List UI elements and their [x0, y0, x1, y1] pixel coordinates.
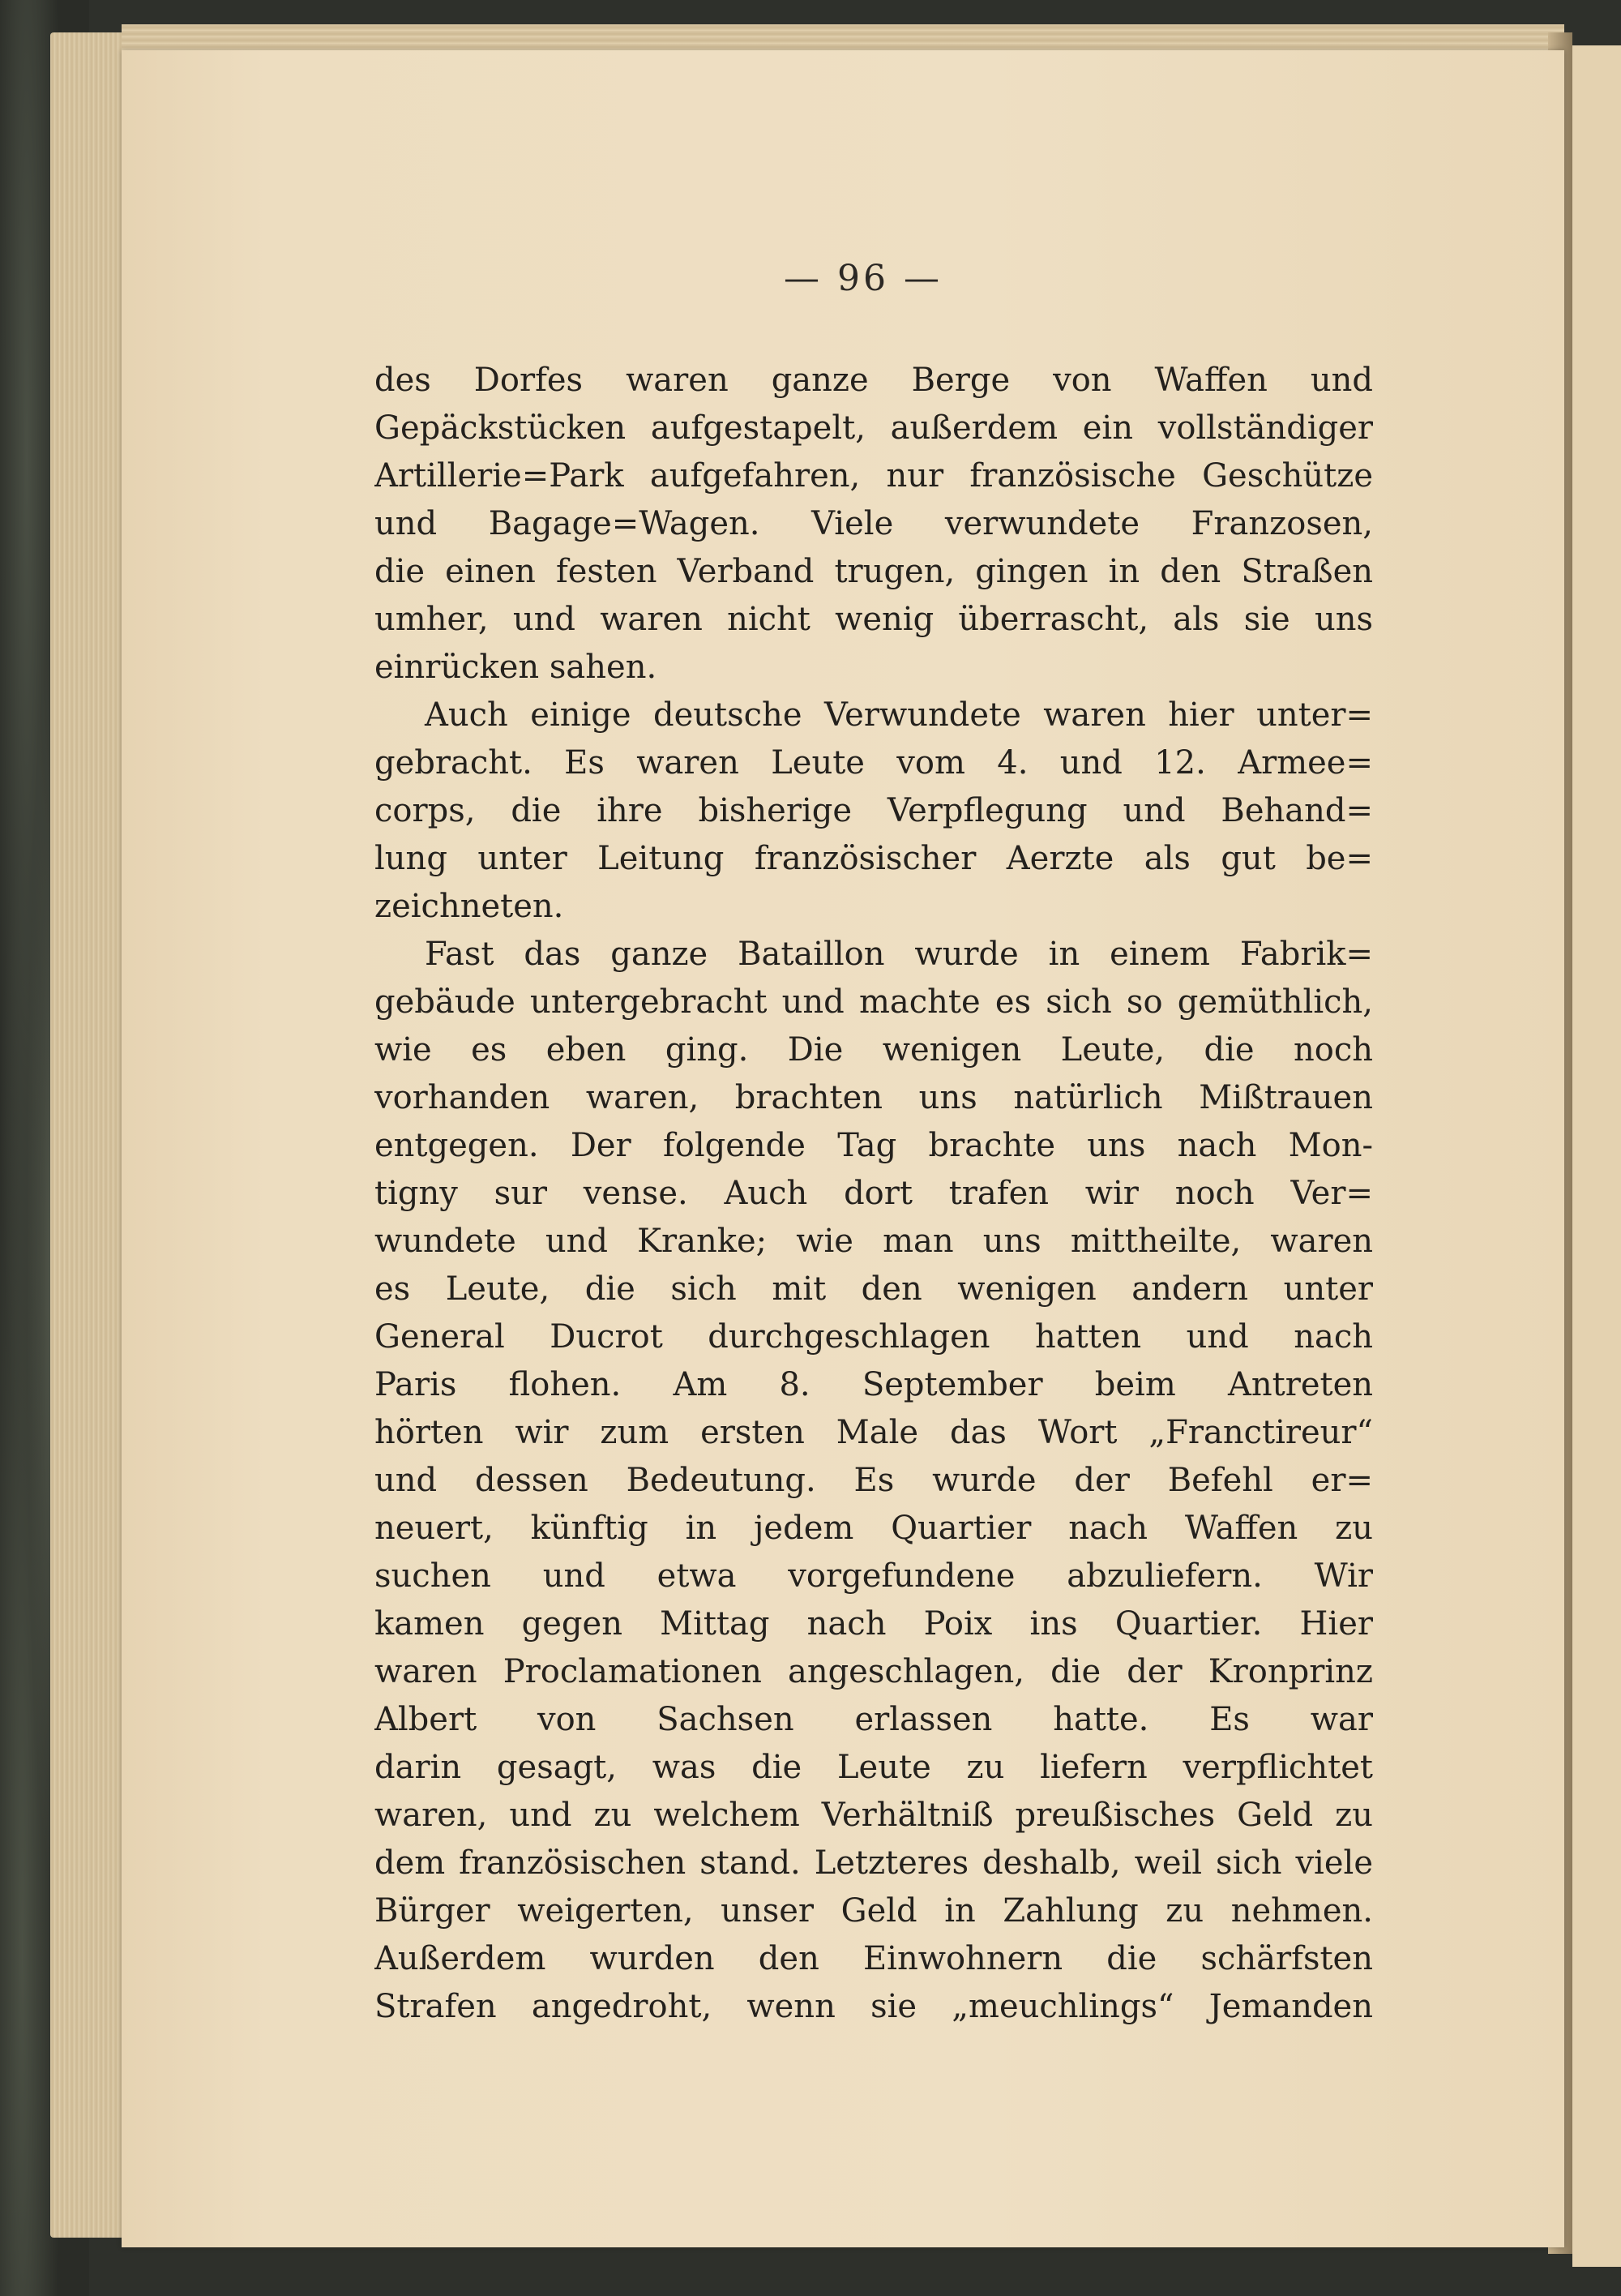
- text-line: entgegen. Der folgende Tag brachte uns nach Mon-: [374, 1127, 1373, 1164]
- text-line: und dessen Bedeutung. Es wurde der Befehl er=: [374, 1462, 1373, 1499]
- text-line: Artillerie=Park aufgefahren, nur französische Geschütze: [374, 457, 1373, 495]
- text-line: tigny sur vense. Auch dort trafen wir noch Ver=: [374, 1175, 1373, 1212]
- text-line: Strafen angedroht, wenn sie „meuchlings“ Jemanden: [374, 1988, 1373, 2025]
- text-line: corps, die ihre bisherige Verpflegung und Behand=: [374, 792, 1373, 829]
- text-line: General Ducrot durchgeschlagen hatten und nach: [374, 1318, 1373, 1356]
- text-line: Bürger weigerten, unser Geld in Zahlung zu nehmen.: [374, 1892, 1373, 1930]
- text-line: Albert von Sachsen erlassen hatte. Es war: [374, 1701, 1373, 1738]
- text-line: waren, und zu welchem Verhältniß preußisches Geld zu: [374, 1797, 1373, 1834]
- text-line: kamen gegen Mittag nach Poix ins Quartier. Hier: [374, 1605, 1373, 1643]
- text-line: umher, und waren nicht wenig überrascht, als sie uns: [374, 601, 1373, 638]
- text-line: Fast das ganze Bataillon wurde in einem Fabrik=: [425, 936, 1373, 973]
- text-line: darin gesagt, was die Leute zu liefern verpflichtet: [374, 1749, 1373, 1786]
- text-line: wundete und Kranke; wie man uns mittheilte, waren: [374, 1223, 1373, 1260]
- text-line: des Dorfes waren ganze Berge von Waffen und: [374, 362, 1373, 399]
- text-line: und Bagage=Wagen. Viele verwundete Franzosen,: [374, 505, 1373, 542]
- page-body-text: [374, 357, 1373, 2031]
- text-line: Paris flohen. Am 8. September beim Antreten: [374, 1366, 1373, 1403]
- text-line: lung unter Leitung französischer Aerzte als gut be=: [374, 840, 1373, 877]
- facing-page: [1572, 45, 1621, 2267]
- text-line: wie es eben ging. Die wenigen Leute, die noch: [374, 1031, 1373, 1069]
- text-line: gebracht. Es waren Leute vom 4. und 12. Armee=: [374, 744, 1373, 782]
- text-line: hörten wir zum ersten Male das Wort „Franctireur“: [374, 1414, 1373, 1451]
- text-line: waren Proclamationen angeschlagen, die der Kronprinz: [374, 1653, 1373, 1690]
- text-line: Außerdem wurden den Einwohnern die schärfsten: [374, 1940, 1373, 1977]
- text-line: Auch einige deutsche Verwundete waren hier unter=: [425, 696, 1373, 734]
- text-line: einrücken sahen.: [374, 649, 657, 686]
- text-line: Gepäckstücken aufgestapelt, außerdem ein vollständiger: [374, 409, 1373, 447]
- text-line: gebäude untergebracht und machte es sich so gemüthlich,: [374, 983, 1373, 1021]
- text-line: dem französischen stand. Letzteres deshalb, weil sich viele: [374, 1844, 1373, 1882]
- page-top-edges: [122, 24, 1564, 50]
- text-line: suchen und etwa vorgefundene abzuliefern. Wir: [374, 1557, 1373, 1595]
- text-line: zeichneten.: [374, 888, 564, 925]
- text-line: neuert, künftig in jedem Quartier nach Waffen zu: [374, 1510, 1373, 1547]
- text-line: die einen festen Verband trugen, gingen in den Straßen: [374, 553, 1373, 590]
- text-line: es Leute, die sich mit den wenigen andern unter: [374, 1270, 1373, 1308]
- page-number: — 96 —: [784, 258, 943, 299]
- text-line: vorhanden waren, brachten uns natürlich Mißtrauen: [374, 1079, 1373, 1116]
